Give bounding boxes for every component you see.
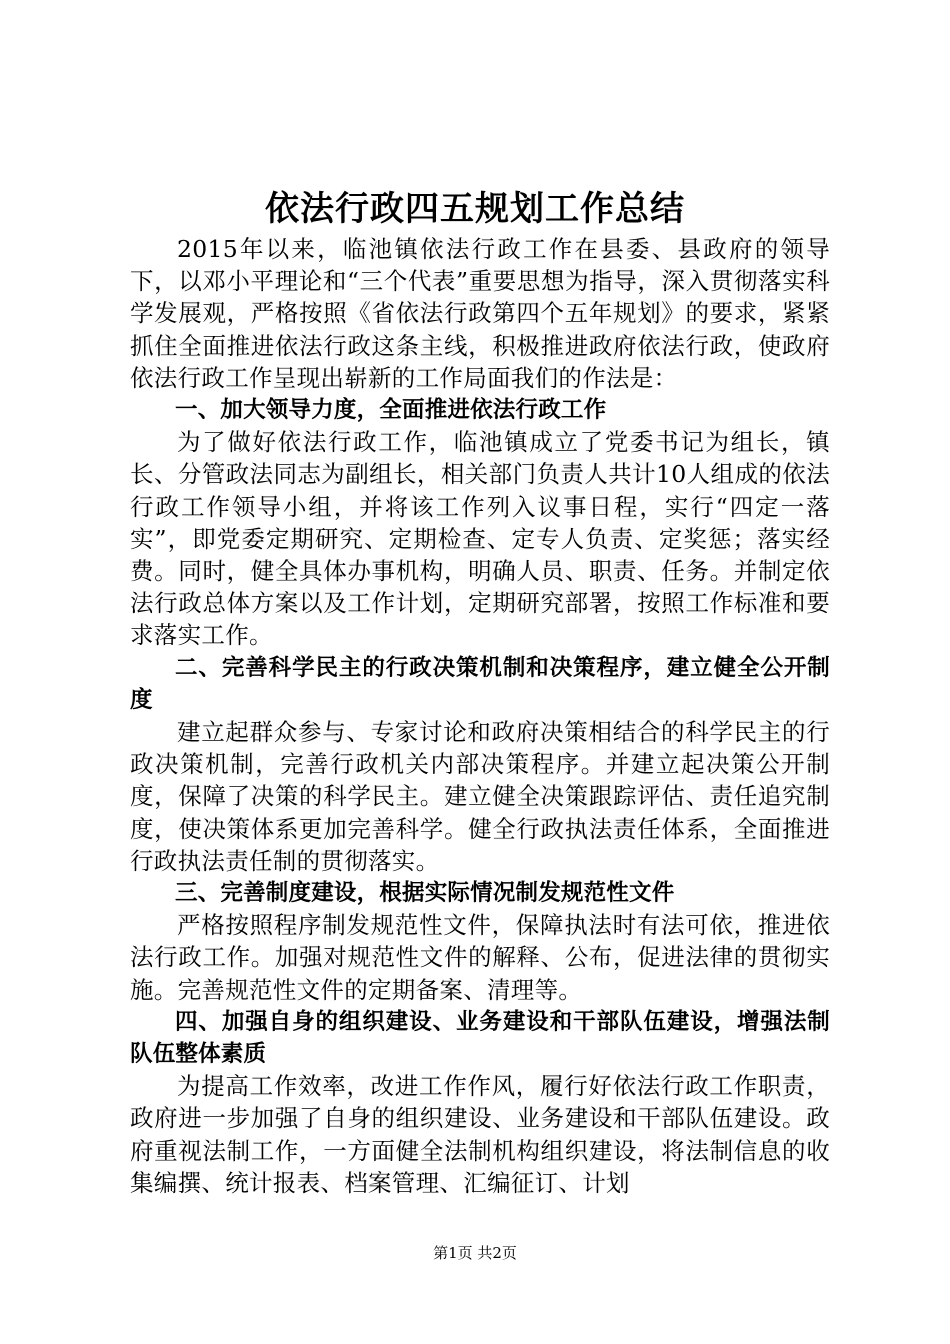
section-heading-4: 四、加强自身的组织建设、业务建设和干部队伍建设，增强法制队伍整体素质 (130, 1008, 830, 1068)
document-body (130, 233, 830, 1199)
section-heading-3: 三、完善制度建设，根据实际情况制发规范性文件 (175, 880, 675, 907)
section-paragraph-4: 为提高工作效率，改进工作作风，履行好依法行政工作职责，政府进一步加强了自身的组织建设、业务建设和干部队伍建设。政府重视法制工作，一方面健全法制机构组织建设，将法制信息的收集编撰、统计报表、档案管理、汇编征订、计划 (130, 1072, 830, 1197)
section-paragraph-2: 建立起群众参与、专家讨论和政府决策相结合的科学民主的行政决策机制，完善行政机关内部决策程序。并建立起决策公开制度，保障了决策的科学民主。建立健全决策跟踪评估、责任追究制度，使决策体系更加完善科学。健全行政执法责任体系，全面推进行政执法责任制的贯彻落实。 (130, 718, 830, 875)
intro-paragraph: 2015年以来，临池镇依法行政工作在县委、县政府的领导下，以邓小平理论和“三个代表”重要思想为指导，深入贯彻落实科学发展观，严格按照《省依法行政第四个五年规划》的要求，紧紧抓住全面推进依法行政这条主线，积极推进政府依法行政，使政府依法行政工作呈现出崭新的工作局面我们的作法是： (130, 235, 830, 392)
section-paragraph-3: 严格按照程序制发规范性文件，保障执法时有法可依，推进依法行政工作。加强对规范性文件的解释、公布，促进法律的贯彻实施。完善规范性文件的定期备案、清理等。 (130, 911, 830, 1004)
section-heading-2: 二、完善科学民主的行政决策机制和决策程序，建立健全公开制度 (130, 654, 830, 713)
page-footer: 第1页 共2页 (433, 1244, 517, 1262)
section-paragraph-1: 为了做好依法行政工作，临池镇成立了党委书记为组长，镇长、分管政法同志为副组长，相关部门负责人共计10人组成的依法行政工作领导小组，并将该工作列入议事日程，实行“四定一落实”，即党委定期研究、定期检查、定专人负责、定奖惩；落实经费。同时，健全具体办事机构，明确人员、职责、任务。并制定依法行政总体方案以及工作计划，定期研究部署，按照工作标准和要求落实工作。 (130, 428, 830, 650)
document-title: 依法行政四五规划工作总结 (265, 189, 685, 229)
section-heading-1: 一、加大领导力度，全面推进依法行政工作 (175, 397, 607, 424)
